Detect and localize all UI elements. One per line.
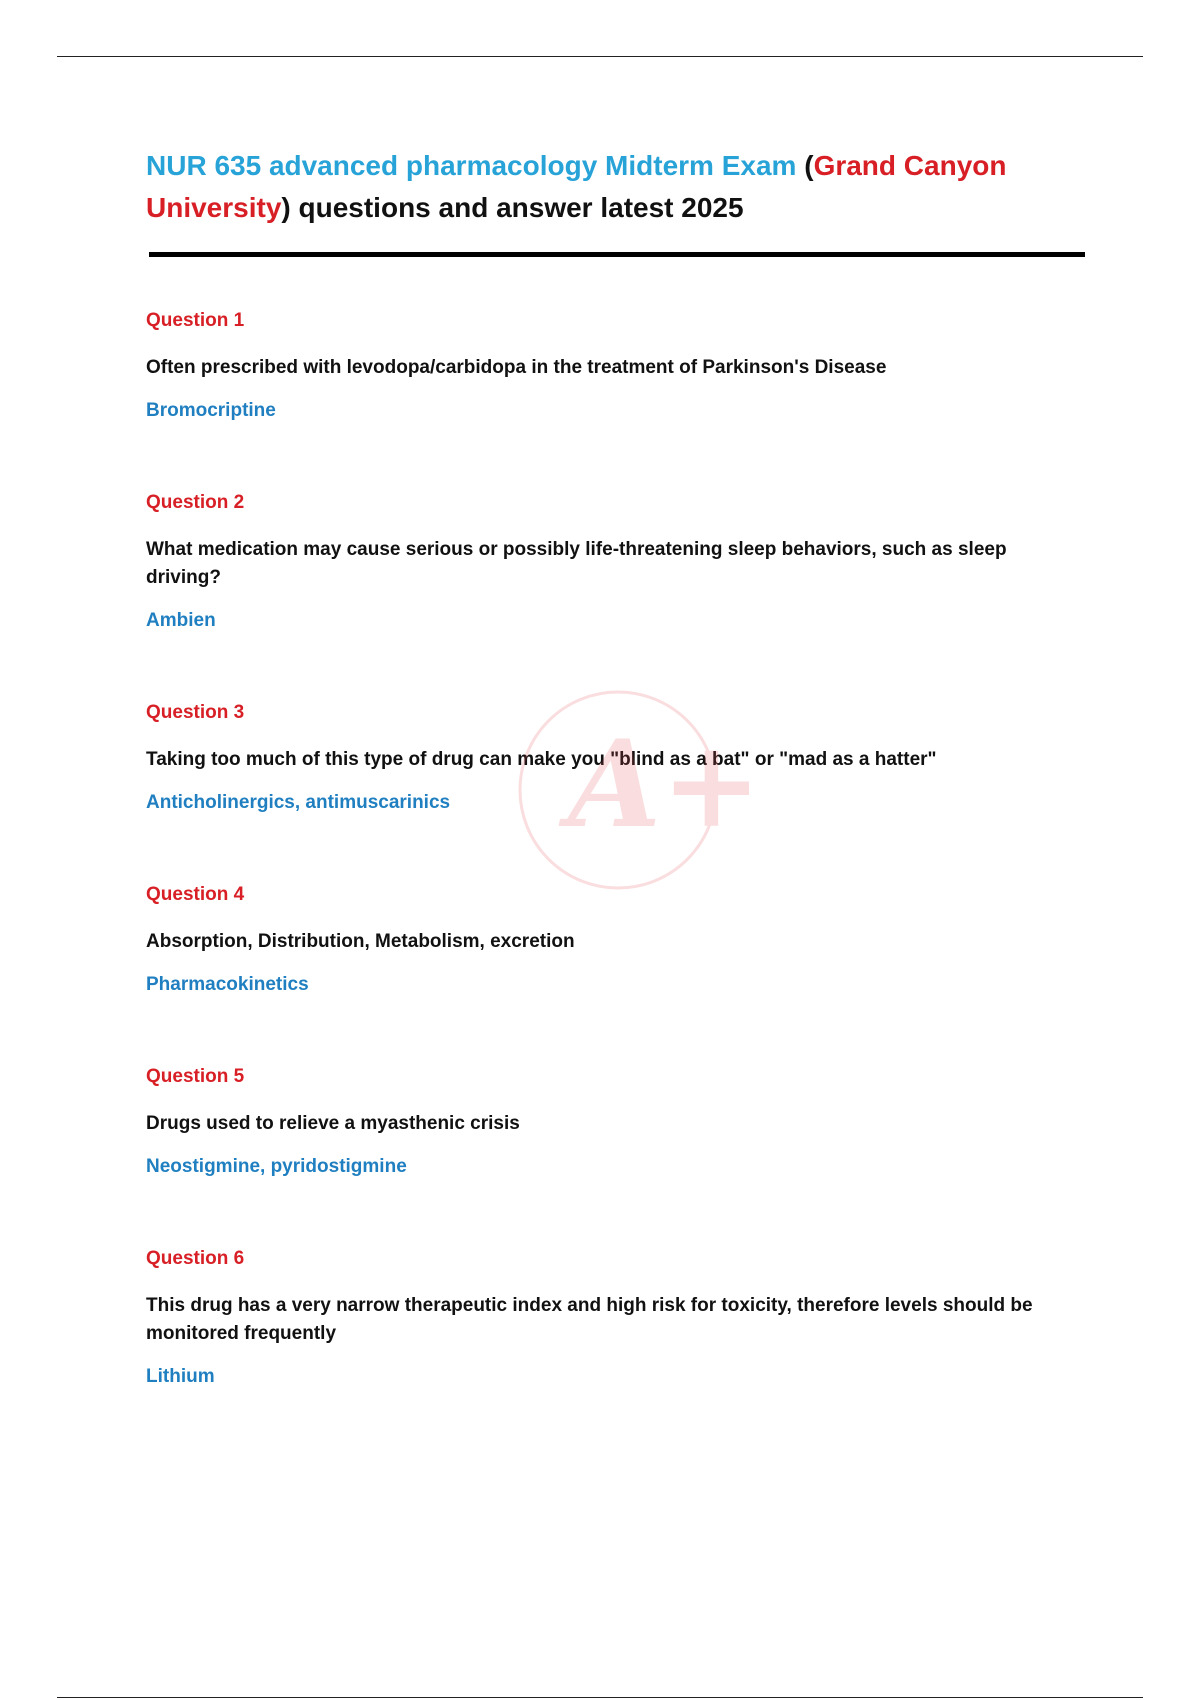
- question-answer: Neostigmine, pyridostigmine: [146, 1156, 407, 1177]
- question-label: Question 6: [146, 1248, 245, 1269]
- document-body: [146, 145, 1086, 1429]
- question-text: Drugs used to relieve a myasthenic crisis: [146, 1113, 520, 1134]
- question-label: Question 2: [146, 492, 245, 513]
- question-answer: Bromocriptine: [146, 400, 276, 421]
- question-item-2: [146, 491, 1086, 701]
- question-answer: Ambien: [146, 610, 216, 631]
- question-label: Question 1: [146, 310, 245, 331]
- question-item-5: [146, 1065, 1086, 1247]
- question-text: What medication may cause serious or possibly life-threatening sleep behaviors, such as sleep driving?: [146, 539, 1007, 588]
- title-university: Grand Canyon University: [146, 150, 1007, 223]
- question-answer: Lithium: [146, 1366, 215, 1387]
- document-title: [146, 145, 1086, 229]
- question-text: This drug has a very narrow therapeutic index and high risk for toxicity, therefore levels should be monitored frequently: [146, 1295, 1033, 1344]
- question-text: Often prescribed with levodopa/carbidopa in the treatment of Parkinson's Disease: [146, 357, 887, 378]
- title-divider: [149, 252, 1085, 257]
- question-item-1: [146, 309, 1086, 491]
- page-bottom-rule: [57, 1697, 1143, 1698]
- question-item-4: [146, 883, 1086, 1065]
- question-item-3: [146, 701, 1086, 883]
- page-top-rule: [57, 56, 1143, 57]
- title-paren-open: (: [796, 150, 814, 181]
- question-list: [146, 309, 1086, 1429]
- question-item-6: [146, 1247, 1086, 1429]
- question-answer: Anticholinergics, antimuscarinics: [146, 792, 451, 813]
- question-label: Question 5: [146, 1066, 245, 1087]
- question-label: Question 3: [146, 702, 245, 723]
- question-label: Question 4: [146, 884, 245, 905]
- question-text: Absorption, Distribution, Metabolism, excretion: [146, 931, 575, 952]
- question-text: Taking too much of this type of drug can make you "blind as a bat" or "mad as a hatter": [146, 749, 937, 770]
- title-suffix: ) questions and answer latest 2025: [281, 192, 744, 223]
- title-course: NUR 635 advanced pharmacology Midterm Exam: [146, 150, 797, 181]
- question-answer: Pharmacokinetics: [146, 974, 309, 995]
- watermark-text: A+: [568, 714, 762, 855]
